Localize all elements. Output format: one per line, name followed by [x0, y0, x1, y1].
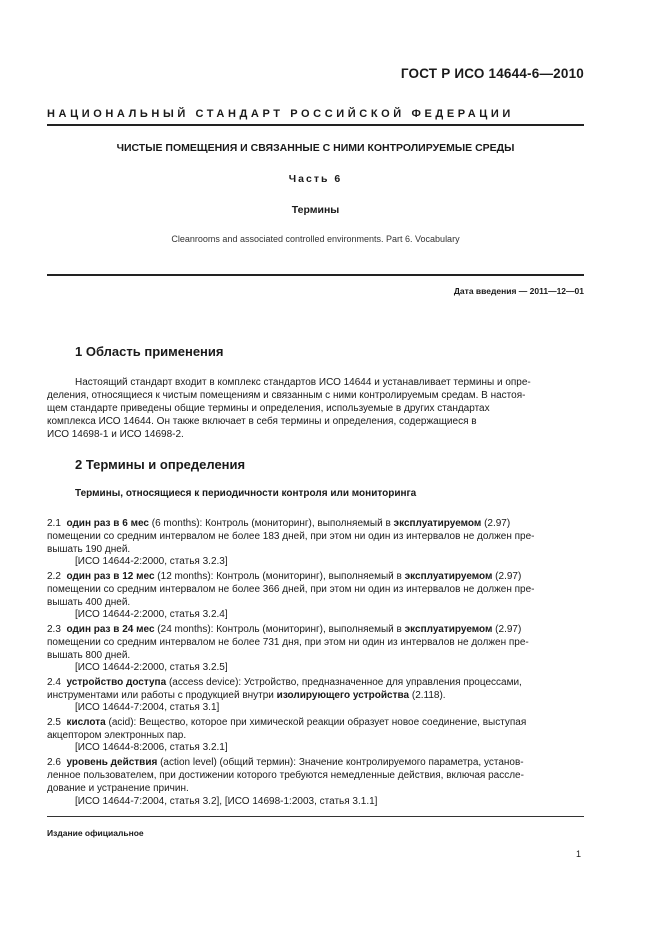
term-2-5 — [47, 716, 584, 729]
term-crossref-num: (2.97) — [495, 571, 522, 582]
term-definition: (acid): Вещество, которое при химической реакции образует новое соединение, выступая — [108, 717, 527, 728]
term-2-1-line-2: помещении со средним интервалом не более 183 дней, при этом ни один из интервалов не должен пре- — [47, 531, 535, 542]
section-1-line-2: деления, относящиеся к чистым помещениям и связанным с ними контролируемым средам. В настоя- — [47, 390, 526, 401]
term-name: один раз в 12 мес — [66, 571, 155, 582]
document-number: ГОСТ Р ИСО 14644-6—2010 — [400, 66, 584, 81]
header-rule — [47, 124, 584, 126]
term-2-3-source: [ИСО 14644-2:2000, статья 3.2.5] — [75, 662, 228, 673]
term-crossref-num: (2.97) — [484, 518, 511, 529]
term-2-2-source: [ИСО 14644-2:2000, статья 3.2.4] — [75, 609, 228, 620]
term-definition: (action level) (общий термин): Значение контролируемого параметра, установ- — [160, 757, 524, 768]
national-standard-header: НАЦИОНАЛЬНЫЙ СТАНДАРТ РОССИЙСКОЙ ФЕДЕРАЦИИ — [47, 108, 514, 120]
document-title: ЧИСТЫЕ ПОМЕЩЕНИЯ И СВЯЗАННЫЕ С НИМИ КОНТРОЛИРУЕМЫЕ СРЕДЫ — [116, 142, 515, 154]
term-number: 2.4 — [47, 677, 61, 688]
term-number: 2.1 — [47, 518, 61, 529]
term-name: уровень действия — [66, 757, 158, 768]
term-number: 2.3 — [47, 624, 61, 635]
term-2-2-line-2: помещении со средним интервалом не более 366 дней, при этом ни один из интервалов не должен пре- — [47, 584, 535, 595]
term-name: один раз в 24 мес — [66, 624, 155, 635]
official-edition-label: Издание официальное — [47, 828, 144, 838]
term-2-3 — [47, 623, 584, 636]
term-number: 2.6 — [47, 757, 61, 768]
term-crossref: эксплуатируемом — [393, 518, 482, 529]
section-2-heading: 2 Термины и определения — [75, 457, 246, 472]
term-2-6 — [47, 756, 584, 769]
term-2-6-source: [ИСО 14644-7:2004, статья 3.2], [ИСО 14698-1:2003, статья 3.1.1] — [75, 796, 378, 807]
term-crossref: эксплуатируемом — [404, 624, 493, 635]
section-1-line-4: комплекса ИСО 14644. Он также включает в себя термины и определения, содержащиеся в — [47, 416, 477, 427]
page-number: 1 — [575, 849, 581, 859]
term-2-3-line-2: помещении со средним интервалом не более 731 дня, при этом ни один из интервалов не должен пре- — [47, 637, 529, 648]
term-crossref: эксплуатируемом — [404, 571, 493, 582]
term-name: кислота — [66, 717, 106, 728]
term-2-1-line-3: вышать 190 дней. — [47, 544, 131, 555]
term-name: устройство доступа — [66, 677, 167, 688]
term-2-4-line-2 — [47, 689, 584, 702]
footer-rule — [47, 816, 584, 817]
term-2-4-source: [ИСО 14644-7:2004, статья 3.1] — [75, 702, 220, 713]
section-1-line-1: Настоящий стандарт входит в комплекс стандартов ИСО 14644 и устанавливает термины и опре- — [75, 377, 531, 388]
term-crossref: изолирующего устройства — [276, 690, 410, 701]
term-definition: (12 months): Контроль (мониторинг), выполняемый в — [157, 571, 402, 582]
term-name: один раз в 6 мес — [66, 518, 149, 529]
term-2-6-line-2: ленное пользователем, при достижении которого требуются немедленные действия, включая рассле- — [47, 770, 524, 781]
document-part: Часть 6 — [288, 173, 343, 185]
term-number: 2.5 — [47, 717, 61, 728]
term-2-3-line-3: вышать 800 дней. — [47, 650, 131, 661]
section-1-line-5: ИСО 14698-1 и ИСО 14698-2. — [47, 429, 184, 440]
section-2-subheading: Термины, относящиеся к периодичности контроля или мониторинга — [75, 488, 417, 499]
term-2-4 — [47, 676, 584, 689]
english-title: Cleanrooms and associated controlled environments. Part 6. Vocabulary — [171, 234, 460, 244]
term-definition-cont: инструментами или работы с продукцией внутри — [47, 690, 274, 701]
effective-date: Дата введения — 2011—12—01 — [453, 286, 584, 296]
term-crossref-num: (2.97) — [495, 624, 522, 635]
section-1-heading: 1 Область применения — [75, 344, 224, 359]
term-2-5-source: [ИСО 14644-8:2006, статья 3.2.1] — [75, 742, 228, 753]
term-crossref-num: (2.118). — [411, 690, 446, 701]
term-2-2-line-3: вышать 400 дней. — [47, 597, 131, 608]
title-rule — [47, 274, 584, 276]
section-1-line-3: щем стандарте приведены общие термины и определения, используемые в других стандартах — [47, 403, 490, 414]
term-2-1 — [47, 517, 584, 530]
term-2-2 — [47, 570, 584, 583]
term-definition: (6 months): Контроль (мониторинг), выполняемый в — [151, 518, 391, 529]
term-2-1-source: [ИСО 14644-2:2000, статья 3.2.3] — [75, 556, 228, 567]
term-number: 2.2 — [47, 571, 61, 582]
term-2-6-line-3: дование и устранение причин. — [47, 783, 189, 794]
term-definition: (24 months): Контроль (мониторинг), выполняемый в — [157, 624, 402, 635]
document-subtitle: Термины — [291, 204, 340, 216]
term-2-5-line-2: акцептором электронных пар. — [47, 730, 187, 741]
term-definition: (access device): Устройство, предназначенное для управления процессами, — [168, 677, 522, 688]
